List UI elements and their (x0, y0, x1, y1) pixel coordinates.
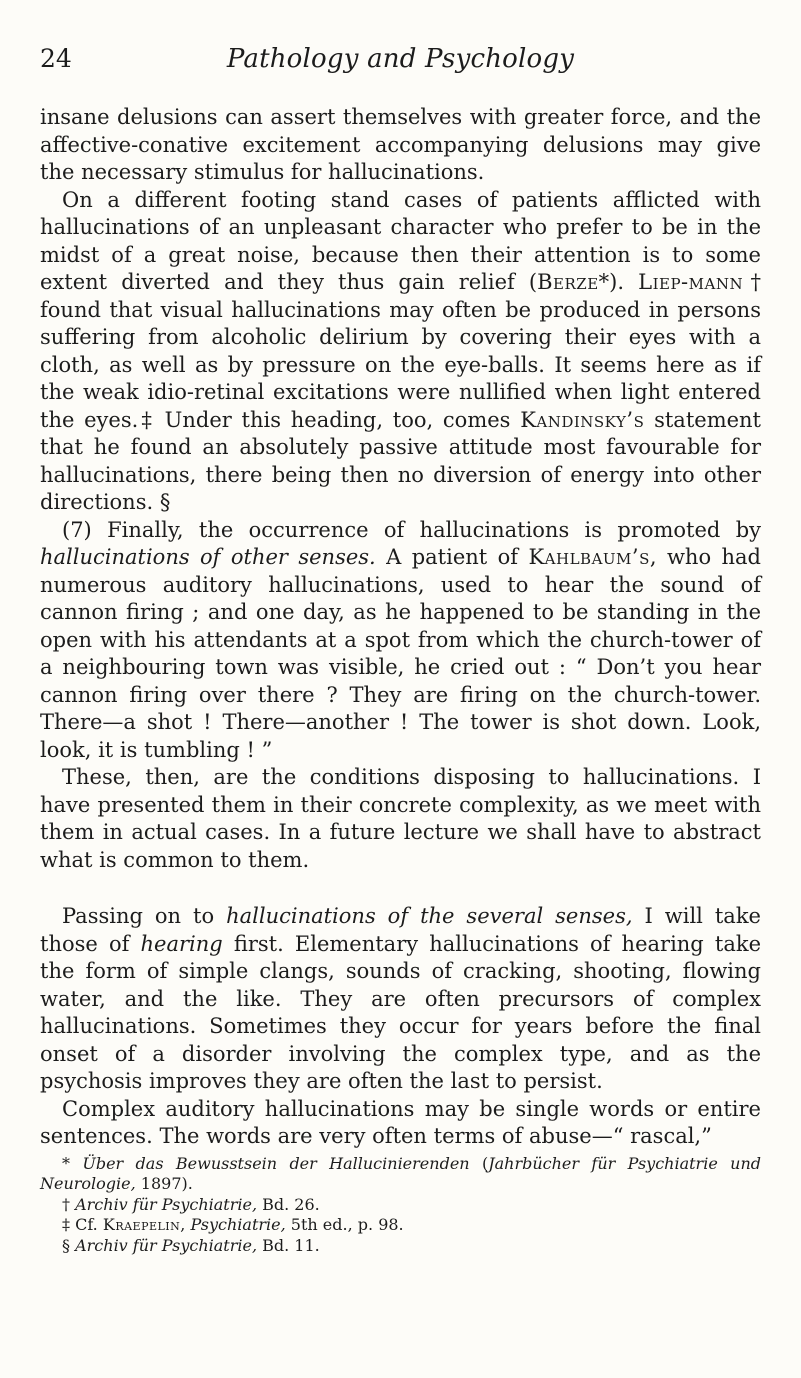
paragraph-4 (40, 764, 761, 874)
paragraph-text: *). (598, 270, 639, 294)
footnote-text: 1897). (135, 1174, 193, 1193)
footnote-title: Über das Bewusstsein der Hallucinierenden (82, 1153, 470, 1173)
footnote-journal: Jahrbücher für Psychiatrie und Neurologie, (40, 1153, 762, 1193)
running-header (40, 44, 761, 86)
footnote-mark: * (62, 1153, 83, 1173)
author-name-kahlbaum: Kahlbaum’s (528, 545, 650, 569)
paragraph-2 (40, 187, 761, 517)
footnote-mark: § (62, 1235, 76, 1255)
author-name-berze: Berze (537, 270, 599, 294)
paragraph-5 (40, 903, 761, 1096)
body-text (40, 104, 761, 1151)
footnote-mark: ‡ Cf. (62, 1215, 103, 1234)
footnotes (40, 1154, 761, 1257)
book-page (40, 44, 761, 1256)
footnote-3 (40, 1215, 761, 1236)
footnote-text: Bd. 26. (257, 1194, 320, 1214)
paragraph-text: These, then, are the conditions disposing to hallucinations. I have presented them in their concrete complexity, as we meet with them in actual cases. In a future lecture we shall have to abstract what is common to them. (40, 765, 761, 872)
paragraph-3 (40, 517, 761, 765)
paragraph-text: (7) Finally, the occurrence of hallucinations is promoted by (62, 517, 761, 542)
footnote-text: , (180, 1215, 191, 1234)
page-number: 24 (40, 44, 72, 73)
footnote-mark: † (62, 1194, 76, 1214)
paragraph-text: Passing on to (62, 904, 227, 928)
emphasis: hearing (140, 931, 223, 956)
footnote-1 (40, 1154, 761, 1195)
footnote-journal: Archiv für Psychiatrie, (75, 1235, 258, 1255)
paragraph-text: Complex auditory hallucinations may be single words or entire sentences. The words are very often terms of abuse—“ rascal,” (40, 1096, 761, 1148)
paragraph-text: On a different footing stand cases of patients afflicted with hallucinations of an unpleasant character who prefer to be in the midst of a great noise, because then their attention is to some extent diverted and they thus gain relief ( (40, 187, 761, 294)
paragraph-text: A patient of (375, 545, 529, 569)
paragraph-text: I will take those of (40, 904, 761, 956)
section-break (40, 874, 761, 903)
emphasis: hallucinations of other senses. (40, 545, 376, 569)
paragraph-text: † found that visual hallucinations may often be produced in persons suffering from alcoholic delirium by covering their eyes with a cloth, as well as by pressure on the eye-balls. It seems here as if the weak idio-retinal excitations were nullified when light entered the eyes.‡ Under this heading, too, comes (40, 270, 761, 432)
paragraph-text: statement that he found an absolutely passive attitude most favourable for hallucinations, there being then no diversion of energy into other directions. § (40, 407, 761, 514)
footnote-title: Psychiatrie, (190, 1215, 286, 1234)
paragraph-text: insane delusions can assert themselves with greater force, and the affective-conative excitement accompanying delusions may give the necessary stimulus for hallucinations. (40, 105, 761, 184)
footnote-text: 5th ed., p. 98. (285, 1215, 404, 1234)
running-title: Pathology and Psychology (226, 44, 575, 74)
author-name-liepmann: Liep-mann (638, 270, 744, 294)
footnote-text: ( (469, 1153, 489, 1173)
paragraph-1 (40, 104, 761, 187)
author-name-kraepelin: Kraepelin (102, 1215, 181, 1234)
footnote-2 (40, 1195, 761, 1216)
author-name-kandinsky: Kandinsky’s (520, 407, 645, 432)
footnote-journal: Archiv für Psychiatrie, (75, 1194, 258, 1214)
footnote-4 (40, 1236, 761, 1257)
paragraph-text: first. Elementary hallucinations of hearing take the form of simple clangs, sounds of cracking, shooting, flowing water, and the like. They are often precursors of complex hallucinations. Sometimes they occur for years before the final onset of a disorder involving the complex type, and as the psychosis improves they are often the last to persist. (40, 931, 761, 1093)
emphasis: hallucinations of the several senses, (226, 904, 633, 928)
footnote-text: Bd. 11. (257, 1235, 320, 1255)
paragraph-6 (40, 1096, 761, 1151)
paragraph-text: , who had numerous auditory hallucinations, used to hear the sound of cannon firing ; and one day, as he happened to be standing in the open with his attendants at a spot from which the church-tower of a neighbouring town was visible, he cried out : “ Don’t you hear cannon firing over there ? They are firing on the church-tower. There—a shot ! There—another ! The tower is shot down. Look, look, it is tumbling ! ” (40, 545, 761, 762)
